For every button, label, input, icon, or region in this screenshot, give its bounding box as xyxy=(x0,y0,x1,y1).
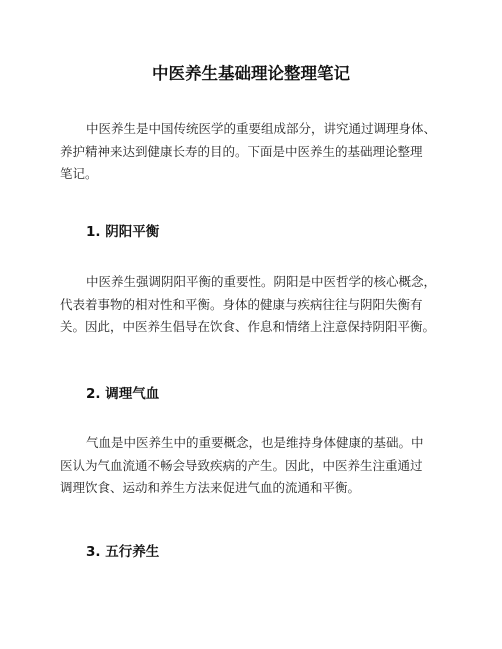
paragraph-line: 关。因此，中医养生倡导在饮食、作息和情绪上注意保持阴阳平衡。 xyxy=(60,319,436,334)
paragraph-line: 调理饮食、运动和养生方法来促进气血的流通和平衡。 xyxy=(60,480,361,495)
section-heading-qi-blood: 2. 调理气血 xyxy=(86,386,160,402)
intro-paragraph xyxy=(60,118,460,186)
intro-line: 养护精神来达到健康长寿的目的。下面是中医养生的基础理论整理 xyxy=(60,143,423,159)
section-heading-yin-yang: 1. 阴阳平衡 xyxy=(86,224,160,240)
section-paragraph-yin-yang xyxy=(60,271,460,339)
section-heading-five-elements: 3. 五行养生 xyxy=(86,544,160,560)
paragraph-line: 气血是中医养生中的重要概念，也是维持身体健康的基础。中 xyxy=(86,435,424,450)
paragraph-line: 代表着事物的相对性和平衡。身体的健康与疾病往往与阴阳失衡有 xyxy=(60,296,423,312)
document-title: 中医养生基础理论整理笔记 xyxy=(152,64,350,83)
intro-line: 中医养生是中国传统医学的重要组成部分，讲究通过调理身体、 xyxy=(86,121,437,136)
paragraph-line: 中医养生强调阴阳平衡的重要性。阴阳是中医哲学的核心概念， xyxy=(86,274,437,289)
intro-line: 笔记。 xyxy=(60,166,98,181)
paragraph-line: 医认为气血流通不畅会导致疾病的产生。因此，中医养生注重通过 xyxy=(60,457,423,473)
section-paragraph-qi-blood xyxy=(60,432,460,500)
